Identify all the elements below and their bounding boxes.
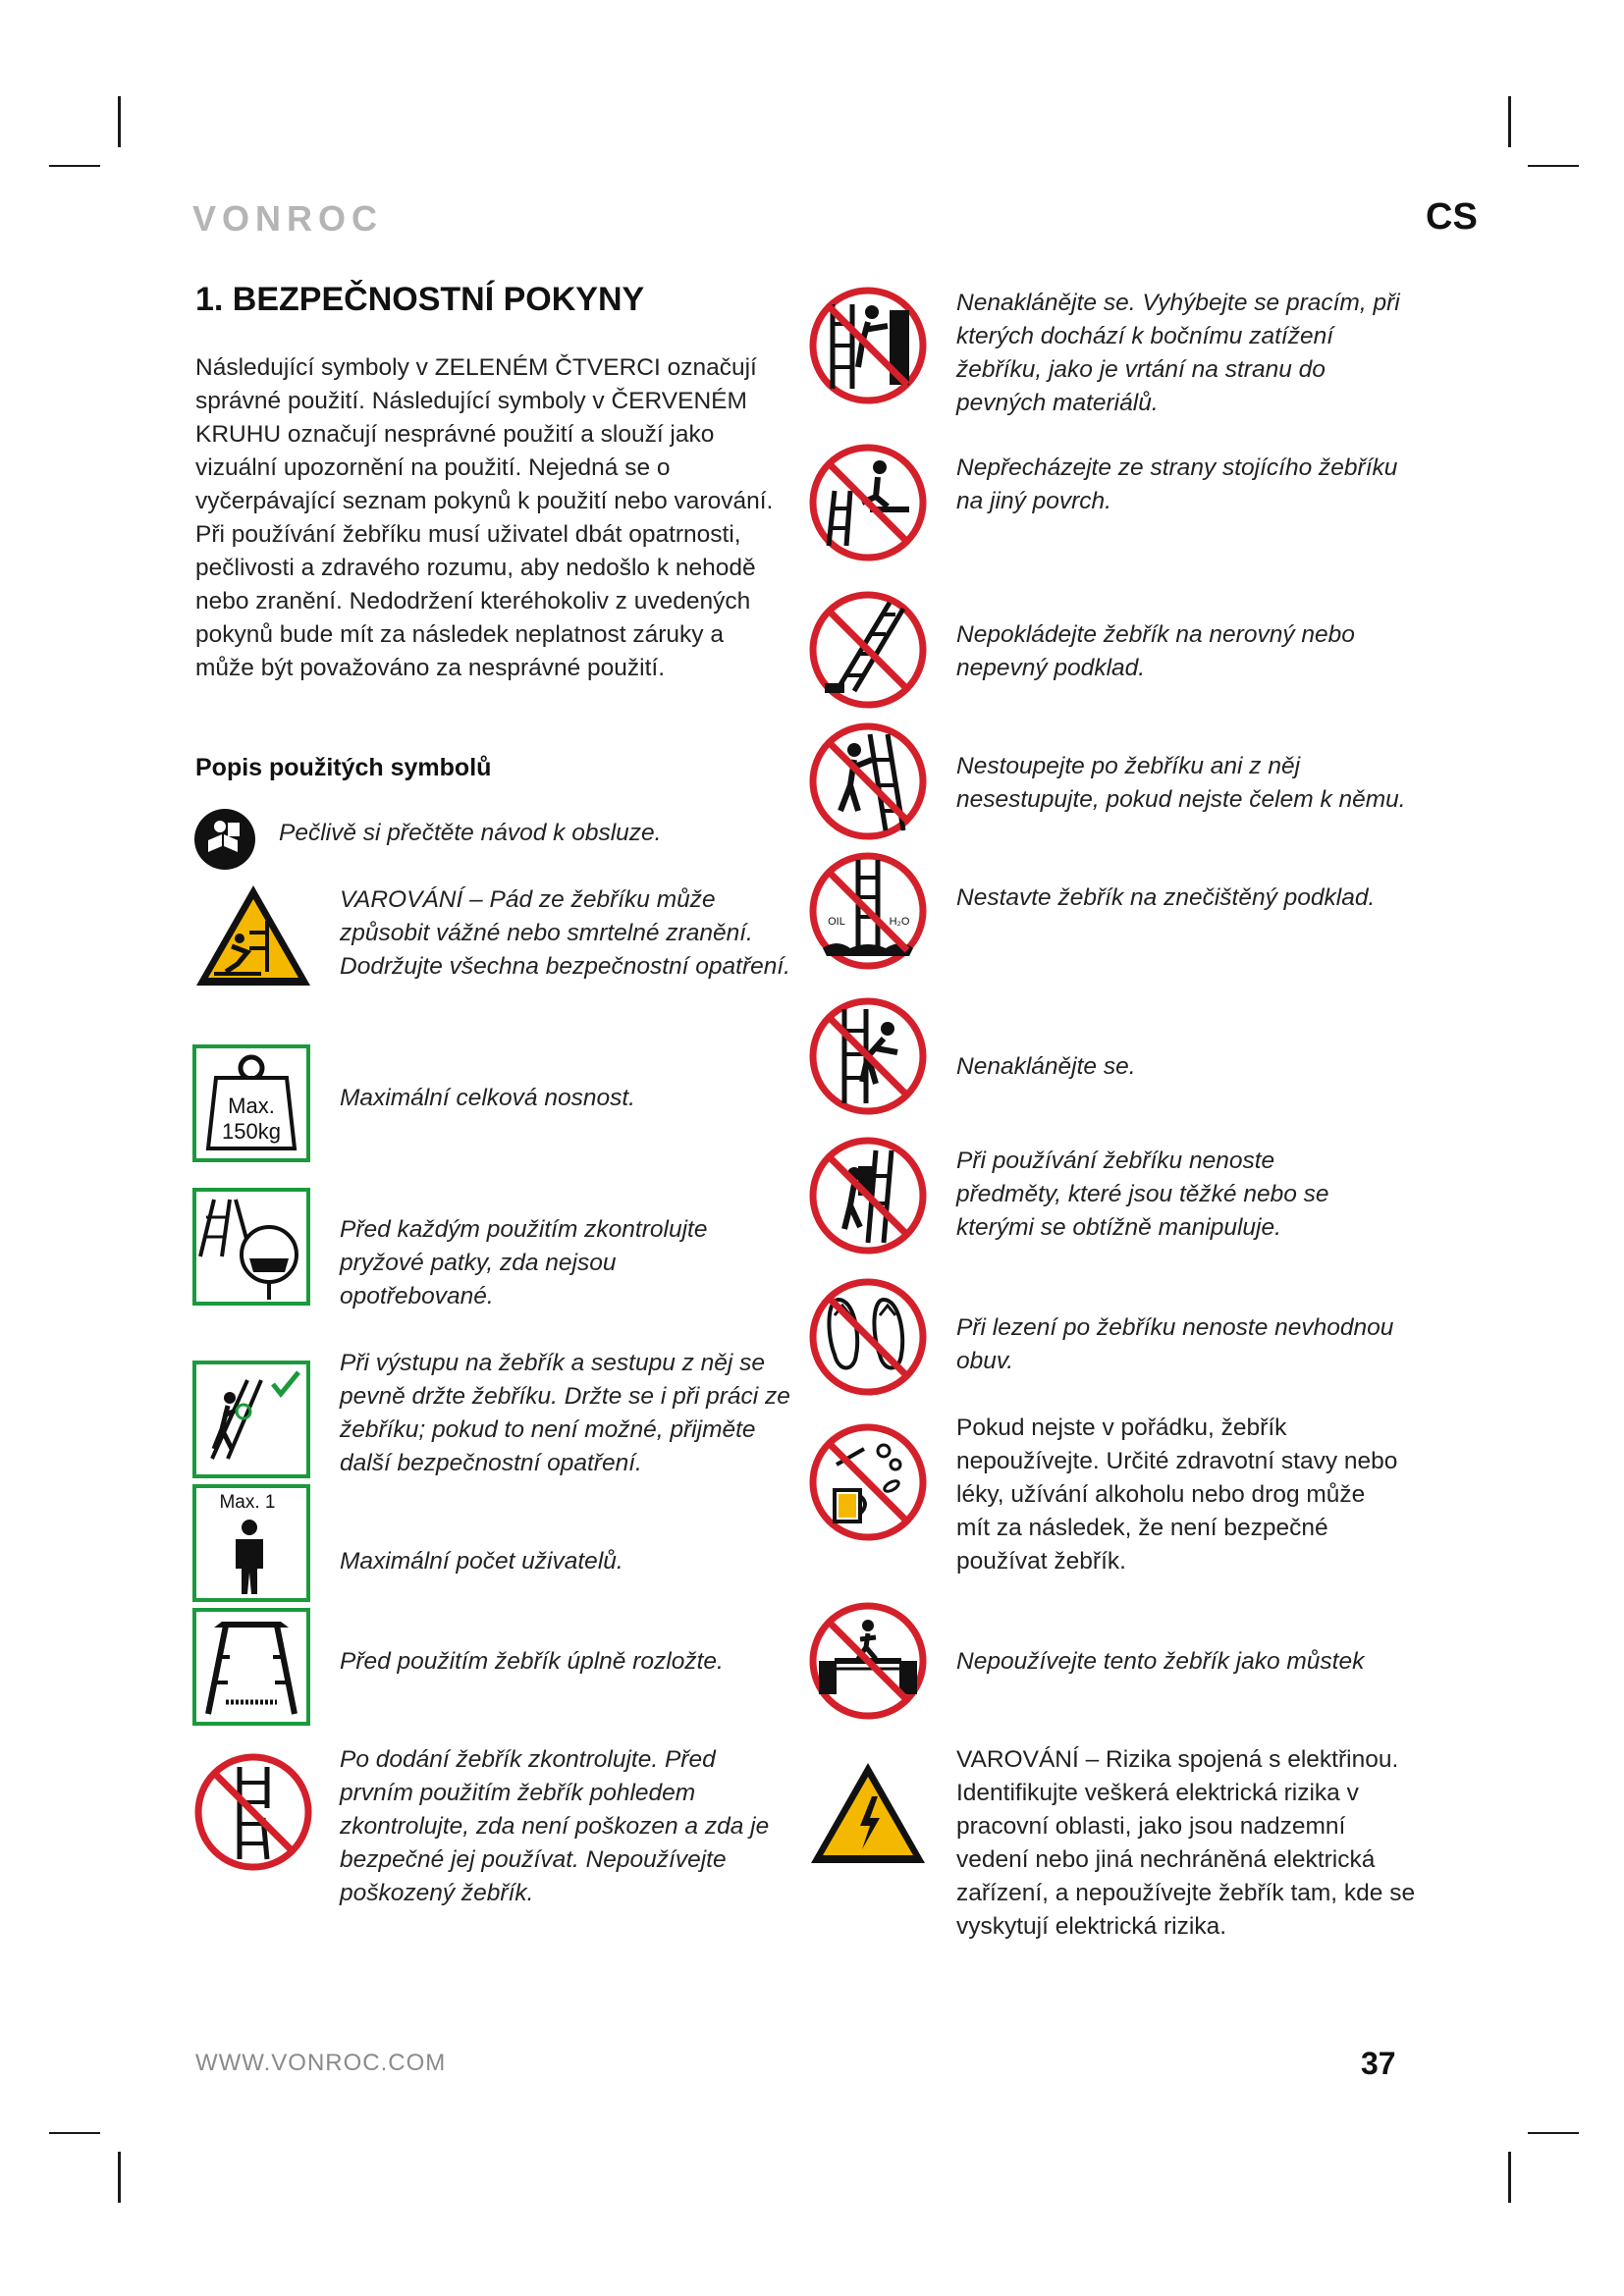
fully-open-ladder-icon	[192, 1608, 310, 1726]
symbol-text: Pokud nejste v pořádku, žebřík nepoužívejte. Určité zdravotní stavy nebo léky, užívání alkoholu nebo drog může mít za následek, že není bezpečné používat žebřík.	[956, 1415, 1398, 1575]
symbol-text: Při lezení po žebříku nenoste nevhodnou obuv.	[956, 1314, 1394, 1374]
rubber-feet-icon	[192, 1188, 310, 1306]
max-load-icon	[192, 1044, 310, 1162]
max-load-label-weight: 150kg	[222, 1119, 281, 1144]
no-uneven-ground-icon	[807, 589, 929, 711]
brand-logo: VONROC	[192, 198, 384, 239]
symbol-text: Nepřecházejte ze strany stojícího žebříku na jiný povrch.	[956, 454, 1398, 514]
crop-mark	[118, 96, 121, 147]
symbol-text: Nenaklánějte se. Vyhýbejte se pracím, při kterých dochází k bočnímu zatížení žebříku, jako je vrtání na stranu do pevných materiálů.	[956, 290, 1400, 416]
no-flip-flops-icon	[807, 1276, 929, 1398]
symbol-text: VAROVÁNÍ – Rizika spojená s elektřinou. Identifikujte veškerá elektrická rizika v pracovní oblasti, jako jsou nadzemní vedení nebo jiná nechráněná elektrická zařízení, a nepoužívejte žebřík tam, kde se vyskytují elektrická rizika.	[956, 1746, 1416, 1940]
crop-mark	[118, 2152, 121, 2203]
page-number: 37	[1361, 2046, 1396, 2081]
symbol-text: Při výstupu na žebřík a sestupu z něj se pevně držte žebříku. Držte se i při práci ze žebříku; pokud to není možné, přijměte další bezpečnostní opatření.	[340, 1350, 790, 1476]
section-title: 1. BEZPEČNOSTNÍ POKYNY	[195, 281, 645, 318]
language-code: CS	[1426, 196, 1478, 238]
no-contaminated-ground-icon	[807, 850, 929, 972]
crop-mark	[1528, 165, 1579, 167]
damaged-ladder-icon	[192, 1751, 314, 1873]
face-ladder-icon	[807, 721, 929, 842]
max-users-icon	[192, 1484, 310, 1602]
intro-paragraph: Následující symboly v ZELENÉM ČTVERCI označují správné použití. Následující symboly v ČERVENÉM KRUHU označují nesprávné použití a slouží jako vizuální upozornění na použití. Nejedná se o vyčerpávající seznam pokynů k použití nebo varování. Při používání žebříku musí uživatel dbát opatrnosti, pečlivosti a zdravého rozumu, aby nedošlo k nehodě nebo zranění. Nedodržení kteréhokoliv z uvedených pokynů bude mít za následek neplatnost záruky a může být považováno za nesprávné použití.	[195, 354, 774, 681]
symbol-text: Nepokládejte žebřík na nerovný nebo nepevný podklad.	[956, 621, 1355, 681]
symbols-subtitle: Popis použitých symbolů	[195, 754, 492, 781]
oil-label: OIL	[828, 916, 845, 928]
symbol-text: Pečlivě si přečtěte návod k obsluze.	[279, 820, 662, 846]
symbol-text: Před každým použitím zkontrolujte pryžové patky, zda nejsou opotřebované.	[340, 1216, 708, 1309]
no-bridge-icon	[807, 1600, 929, 1722]
no-stepping-off-icon	[807, 442, 929, 563]
fall-warning-icon	[192, 881, 314, 989]
symbol-text: Nestavte žebřík na znečištěný podklad.	[956, 884, 1376, 911]
symbol-text: Nepoužívejte tento žebřík jako můstek	[956, 1648, 1365, 1675]
no-alcohol-drugs-icon	[807, 1421, 929, 1543]
symbol-text: Nenaklánějte se.	[956, 1053, 1136, 1080]
crop-mark	[1528, 2132, 1579, 2134]
symbol-text: Maximální počet uživatelů.	[340, 1548, 623, 1575]
read-manual-icon	[192, 807, 257, 872]
symbol-text: Po dodání žebřík zkontrolujte. Před prvním použitím žebřík pohledem zkontrolujte, zda není poškozen a zda je bezpečné jej používat. Nepoužívejte poškozený žebřík.	[340, 1746, 770, 1906]
crop-mark	[49, 165, 100, 167]
footer-website-link[interactable]: WWW.VONROC.COM	[195, 2050, 447, 2076]
symbol-text: Při používání žebříku nenoste předměty, které jsou těžké nebo se kterými se obtížně manipuluje.	[956, 1148, 1329, 1241]
crop-mark	[1508, 96, 1511, 147]
crop-mark	[49, 2132, 100, 2134]
max-users-label: Max. 1	[219, 1492, 276, 1513]
electric-hazard-icon	[807, 1759, 929, 1867]
no-leaning-icon	[807, 995, 929, 1117]
three-point-contact-icon	[192, 1361, 310, 1478]
symbol-text: Maximální celková nosnost.	[340, 1085, 635, 1111]
no-heavy-items-icon	[807, 1135, 929, 1256]
crop-mark	[1508, 2152, 1511, 2203]
symbol-text: VAROVÁNÍ – Pád ze žebříku může způsobit vážné nebo smrtelné zranění. Dodržujte všechna bezpečnostní opatření.	[340, 886, 790, 980]
no-side-loading-icon	[807, 285, 929, 406]
symbol-text: Nestoupejte po žebříku ani z něj nesestupujte, pokud nejste čelem k němu.	[956, 753, 1406, 813]
max-load-label-max: Max.	[228, 1094, 275, 1118]
symbol-text: Před použitím žebřík úplně rozložte.	[340, 1648, 724, 1675]
water-label: H₂O	[889, 916, 910, 928]
